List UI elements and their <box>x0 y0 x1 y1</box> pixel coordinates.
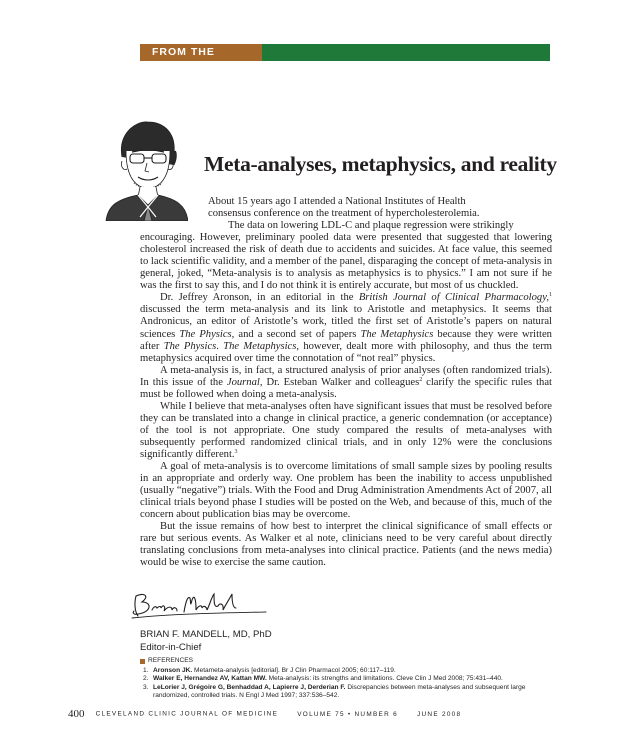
reference-citation: Metameta-analysis [editorial]. Br J Clin Pharmacol 2005; 60:117–119. <box>192 666 396 674</box>
page-footer <box>68 708 568 720</box>
reference-text <box>153 667 560 676</box>
body-text: While I believe that meta-analyses often have significant issues that must be resolved before they can be translated into a change in clinical practice, a generic condemnation (or acceptance) of the tool is not appropriate. One study compared the results of meta-analyses with subsequently performed randomized clinical trials, and in only 12% were the conclusions significantly different. <box>140 400 552 460</box>
editor-signature-block <box>140 628 272 654</box>
square-bullet-icon <box>140 659 145 664</box>
body-text: , Dr. Esteban Walker and colleagues <box>259 376 420 388</box>
editor-role: Editor-in-Chief <box>140 642 202 653</box>
reference-authors: Walker E, Hernandez AV, Kattan MW. <box>153 675 267 683</box>
references-heading <box>140 657 560 666</box>
body-line: consensus conference on the treatment of hypercholesterolemia. <box>208 208 480 220</box>
article-body <box>140 196 552 569</box>
reference-citation: Discrepancies between meta-analyses and subsequent large randomized, controlled trials. N Engl J Med 1997; 337:536–542. <box>153 683 526 700</box>
body-text: and a second set of papers <box>234 328 361 340</box>
page-number: 400 <box>68 708 85 720</box>
reference-item <box>140 684 560 701</box>
citation-marker: 2 <box>419 376 423 383</box>
section-header-bar <box>140 44 550 75</box>
body-text: , however, dealt more with philosophy, and thus the term metaphysics acquired over time the connotation of “not real” physics. <box>140 340 553 364</box>
volume-issue: VOLUME 75 • NUMBER 6 <box>297 710 398 718</box>
body-text: Dr. Jeffrey Aronson, in an editorial in the <box>160 292 359 304</box>
paragraph-6: But the issue remains of how best to interpret the clinical significance of small effects or rare but serious events. As Walker et al note, clinicians need to be very careful about directly translating conclusions from meta-analyses into clinical practice. Patients (and the news media) would be wise to exercise the same caution. <box>140 521 552 569</box>
book-title: The Metaphysics <box>223 340 297 352</box>
book-title: The Physics <box>163 340 217 352</box>
citation-marker: 1 <box>549 292 552 299</box>
reference-text <box>153 675 560 684</box>
body-text: clarify the specific rules that must be followed when doing a meta-analysis. <box>140 376 552 400</box>
paragraph-5: A goal of meta-analysis is to overcome limitations of small sample sizes by pooling results in an appropriate and orderly way. One problem has been the inability to access unpublished (usually “negative”) trials. With the Food and Drug Administration Amendments Act of 2007, all clinical trials beyond phase I studies will be posted on the Web, and because of this, much of the concern about publication bias may be overcome. <box>140 461 552 521</box>
reference-authors: Aronson JK. <box>153 666 193 674</box>
article-title: Meta-analyses, metaphysics, and reality <box>204 152 557 176</box>
body-text: A meta-analysis is, in fact, a structured analysis of prior analyses (often randomized trials). In this issue of the <box>140 364 552 388</box>
reference-authors: LeLorier J, Grégoire G, Benhaddad A, Lapierre J, Derderian F. <box>153 683 346 691</box>
reference-number: 3. <box>143 683 149 691</box>
body-text: because they were written after <box>140 328 552 352</box>
journal-title: British Journal of Clinical Pharmacology, <box>358 292 549 304</box>
body-text: discussed the term meta-analysis and its link to Aristotle and metaphysics. It seems that Andronicus, an editor of Aristotle’s work, titled the first set of Aristotle’s papers on natural sciences <box>140 304 552 340</box>
body-line: About 15 years ago I attended a National Institutes of Health <box>208 196 466 207</box>
book-title: The Physics, <box>179 328 235 340</box>
reference-text <box>153 684 560 701</box>
journal-name: CLEVELAND CLINIC JOURNAL OF MEDICINE <box>95 710 279 718</box>
references-section <box>140 657 560 701</box>
reference-citation: Meta-analysis: its strengths and limitations. Cleve Clin J Med 2008; 75:431–440. <box>266 675 503 683</box>
book-title: The Metaphysics <box>360 328 434 340</box>
reference-item <box>140 675 560 684</box>
reference-number: 2. <box>143 675 149 683</box>
reference-number: 1. <box>143 666 149 674</box>
body-line: encouraging. However, preliminary pooled data were presented that suggested that lowering cholesterol increased the risk of death due to accidents and suicides. At face value, this seemed to lack scientific validity, and a member of the panel, disparaging the concept of meta-analysis in general, joked, “Meta-analysis is to analysis as metaphysics is to physics.” I am not sure if he was the first to say this, and I do not think it is entirely accurate, but most of us chuckled. <box>140 232 552 292</box>
paragraph-3 <box>140 365 552 401</box>
editor-name: BRIAN F. MANDELL, MD, PhD <box>140 629 272 640</box>
reference-item <box>140 667 560 676</box>
paragraph-1 <box>140 196 552 292</box>
paragraph-2 <box>140 292 552 364</box>
references-heading-text: REFERENCES <box>148 657 194 664</box>
handwritten-signature <box>128 586 268 622</box>
journal-title: Journal <box>226 376 260 388</box>
issue-date: JUNE 2008 <box>417 710 462 718</box>
section-label: FROM THE EDITOR <box>140 44 262 61</box>
paragraph-4 <box>140 401 552 461</box>
citation-marker: 3 <box>234 448 238 455</box>
body-line: The data on lowering LDL-C and plaque regression were strikingly <box>228 220 514 232</box>
body-text: . <box>216 340 224 352</box>
